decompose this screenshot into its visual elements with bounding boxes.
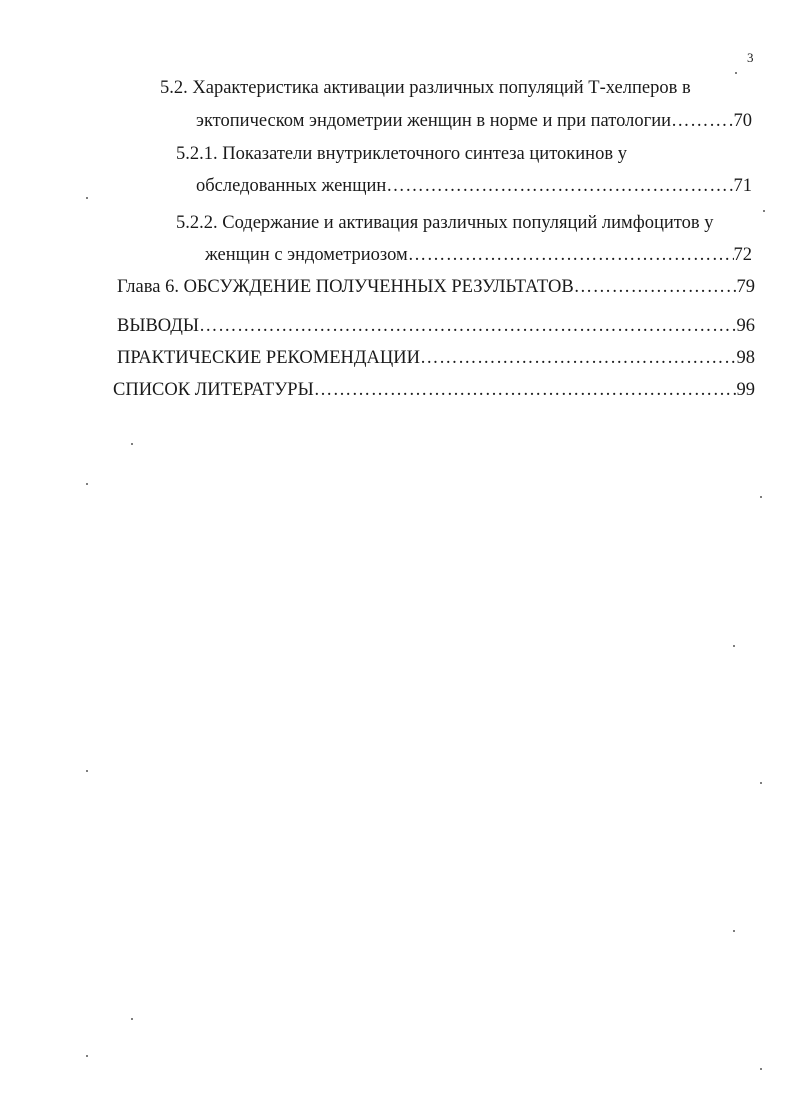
toc-conclusions-title: ВЫВОДЫ <box>117 316 200 336</box>
toc-5-2-1-title-cont: обследованных женщин <box>196 176 387 196</box>
toc-references-page: 99 <box>736 380 755 400</box>
toc-entry-chapter-6[interactable] <box>117 277 755 297</box>
scan-speck <box>86 1055 88 1057</box>
leader-dots <box>314 380 737 400</box>
toc-5-2-title: 5.2. Характеристика активации различных популяций Т-хелперов в <box>160 78 691 98</box>
toc-entry-5-2-2[interactable] <box>205 245 752 265</box>
toc-5-2-2-title: 5.2.2. Содержание и активация различных популяций лимфоцитов у <box>176 213 714 233</box>
scan-speck <box>733 930 735 932</box>
scan-speck <box>763 210 765 212</box>
scan-speck <box>760 782 762 784</box>
leader-dots <box>671 111 734 131</box>
toc-entry-conclusions[interactable] <box>117 316 755 336</box>
toc-5-2-2-page: 72 <box>733 245 752 265</box>
toc-5-2-page: 70 <box>733 111 752 131</box>
toc-chapter-6-title: Глава 6. ОБСУЖДЕНИЕ ПОЛУЧЕННЫХ РЕЗУЛЬТАТОВ <box>117 277 574 297</box>
leader-dots <box>199 316 736 336</box>
scan-speck <box>760 496 762 498</box>
leader-dots <box>386 176 733 196</box>
toc-5-2-1-page: 71 <box>733 176 752 196</box>
scan-speck <box>733 645 735 647</box>
scan-speck <box>760 1068 762 1070</box>
toc-entry-5-2-1[interactable] <box>196 176 752 196</box>
toc-conclusions-page: 96 <box>736 316 755 336</box>
toc-entry-5-2[interactable] <box>196 111 752 131</box>
leader-dots <box>574 277 737 297</box>
toc-5-2-1-title: 5.2.1. Показатели внутриклеточного синтеза цитокинов у <box>176 144 627 164</box>
scan-speck <box>86 197 88 199</box>
scan-speck <box>131 1018 133 1020</box>
leader-dots <box>420 348 737 368</box>
toc-recommendations-title: ПРАКТИЧЕСКИЕ РЕКОМЕНДАЦИИ <box>117 348 420 368</box>
toc-chapter-6-page: 79 <box>736 277 755 297</box>
toc-recommendations-page: 98 <box>736 348 755 368</box>
toc-entry-references[interactable] <box>113 380 755 400</box>
toc-references-title: СПИСОК ЛИТЕРАТУРЫ <box>113 380 314 400</box>
leader-dots <box>408 245 734 265</box>
toc-entry-recommendations[interactable] <box>117 348 755 368</box>
scan-speck <box>86 770 88 772</box>
scan-speck <box>131 443 133 445</box>
page-number: 3 <box>747 50 754 65</box>
toc-5-2-title-cont: эктопическом эндометрии женщин в норме и при патологии <box>196 111 671 131</box>
scan-speck <box>86 483 88 485</box>
toc-5-2-2-title-cont: женщин с эндометриозом <box>205 245 408 265</box>
scan-speck <box>735 72 737 74</box>
